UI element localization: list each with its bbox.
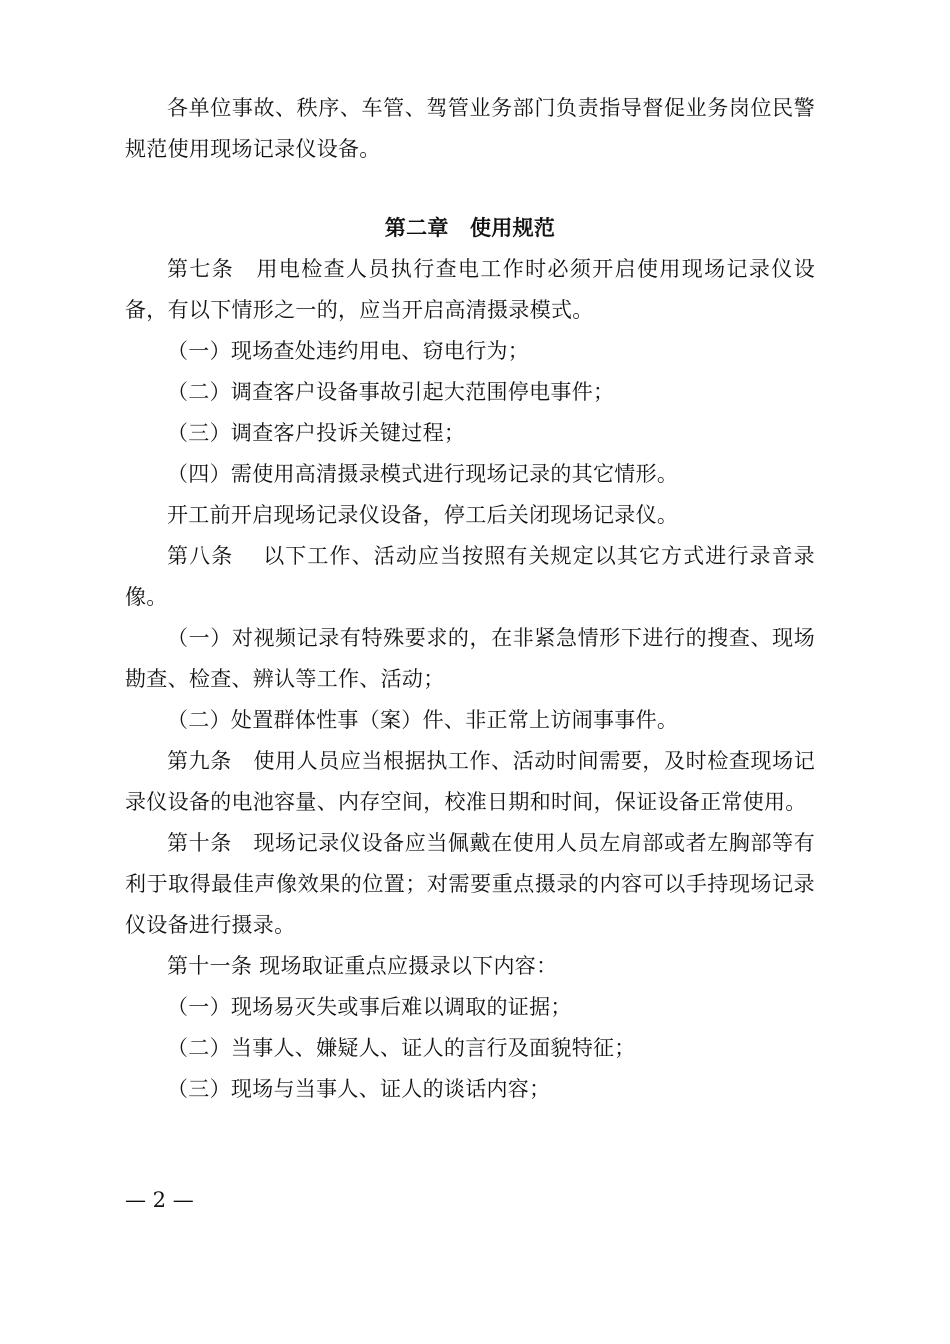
article-11-item-2: （二）当事人、嫌疑人、证人的言行及面貌特征；	[167, 1036, 636, 1060]
article-9: 第九条 使用人员应当根据执工作、活动时间需要，及时检查现场记录仪设备的电池容量、内存空间，校准日期和时间，保证设备正常使用。	[125, 749, 815, 814]
article-10: 第十条 现场记录仪设备应当佩戴在使用人员左肩部或者左胸部等有利于取得最佳声像效果的位置；对需要重点摄录的内容可以手持现场记录仪设备进行摄录。	[125, 831, 815, 937]
article-8: 第八条 以下工作、活动应当按照有关规定以其它方式进行录音录像。	[125, 544, 815, 609]
article-11-item-3: （三）现场与当事人、证人的谈话内容；	[167, 1077, 551, 1101]
document-body	[125, 88, 815, 1110]
article-7-closing: 开工前开启现场记录仪设备，停工后关闭现场记录仪。	[167, 503, 679, 527]
page-number: — 2 —	[125, 1188, 194, 1212]
chapter-heading: 第二章 使用规范	[384, 216, 556, 240]
article-7-item-2: （二）调查客户设备事故引起大范围停电事件；	[167, 380, 615, 404]
article-7-item-1: （一）现场查处违约用电、窃电行为；	[167, 339, 530, 363]
article-8-item-1: （一）对视频记录有特殊要求的，在非紧急情形下进行的搜查、现场勘查、检查、辨认等工作、活动；	[125, 626, 815, 691]
article-11: 第十一条 现场取证重点应摄录以下内容：	[167, 954, 558, 978]
article-11-item-1: （一）现场易灭失或事后难以调取的证据；	[167, 995, 572, 1019]
paragraph-intro: 各单位事故、秩序、车管、驾管业务部门负责指导督促业务岗位民警规范使用现场记录仪设备。	[125, 96, 815, 161]
article-8-item-2: （二）处置群体性事（案）件、非正常上访闹事事件。	[167, 708, 679, 732]
article-7-item-3: （三）调查客户投诉关键过程；	[167, 421, 466, 445]
article-7: 第七条 用电检查人员执行查电工作时必须开启使用现场记录仪设备，有以下情形之一的，应当开启高清摄录模式。	[125, 257, 815, 322]
article-7-item-4: （四）需使用高清摄录模式进行现场记录的其它情形。	[167, 462, 679, 486]
